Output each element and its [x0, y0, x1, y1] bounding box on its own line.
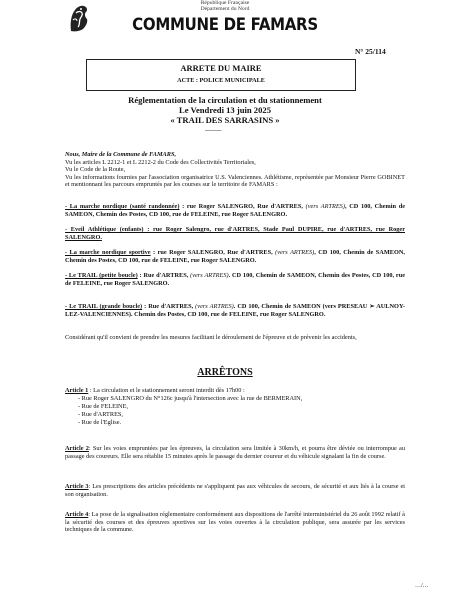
arrete-box	[86, 59, 356, 91]
preamble-maire: Nous, Maire de la Commune de FAMARS,	[65, 151, 177, 158]
departement-label: Département du Nord	[200, 6, 250, 12]
article-1-item: - Rue de FELEINE,	[78, 403, 129, 410]
article-2	[65, 445, 405, 460]
title-separator: ________	[205, 127, 221, 132]
article-2-text: : Sur les voies empruntées par les épreuves, la circulation sera limitée à 30km/h, et pourra être déviée ou interrompue au passage des coureurs. Elle sera rétablie 15 minutes après le passage du dernier coureur et du véhicule signalant la fin de course.	[65, 445, 405, 460]
course-label: - La marche nordique sportive	[65, 249, 151, 256]
course-text: . CD 100, Chemin de SAMEON, Chemin des Postes, CD 100, rue de FELEINE, rue Roger SALENGRO.	[65, 272, 406, 287]
article-1	[65, 387, 405, 395]
article-3-text: : Les prescriptions des articles précédents ne s'appliquent pas aux véhicules de secours, de sécurité et aux liés à la course et son organisation.	[65, 483, 405, 498]
article-1-item: - Rue de l'Eglise.	[78, 419, 122, 426]
course-direction: (vers ARTRES)	[275, 249, 315, 256]
course-text: : Rue d'ARTRES,	[137, 272, 191, 279]
considerant: Considérant qu'il convient de prendre les mesures facilitant le déroulement de l'épreuve et de prévenir les accidents,	[65, 334, 357, 341]
course-text: , CD 100, Chemin de SAMEON, Chemin des Postes, CD 100, rue de FELEINE, rue Roger SALENGRO.	[65, 249, 405, 264]
preamble-informations: Vu les informations fournies par l'association organisatrice U.S. Valenciennes. Athlétisme, représentée par Monsieur Pierre GOBINET et mentionnant les parcours empruntés par les courses sur le territoire de FAMARS :	[65, 173, 405, 188]
arrete-number: N° 25/114	[355, 47, 386, 56]
article-4-label: Article 4	[65, 511, 89, 518]
preamble	[65, 151, 405, 189]
course-label: - Le TRAIL	[65, 303, 98, 310]
title-line-1: Réglementation de la circulation et du stationnement	[128, 95, 322, 105]
article-4-text: : La pose de la signalisation réglementaire conformément aux dispositions de l'arrêté interministériel du 26 août 1992 relatif à la sécurité des courses et des épreuves sportives sur les voies ouvertes à la circulation publique, sera assurée par les services techniques de la commune.	[65, 511, 405, 533]
course-paren: (grande boucle)	[97, 303, 143, 310]
preamble-articles: Vu les articles L 2212-1 et L 2212-2 du Code des Collectivités Territoriales,	[65, 158, 256, 166]
arretons-heading: ARRÊTONS	[197, 367, 253, 378]
course-text: : Rue d'ARTRES,	[142, 303, 196, 310]
course-marche-nordique	[65, 203, 405, 218]
continuation-marker: …/…	[415, 583, 429, 589]
course-paren: (santé randonnée)	[127, 203, 180, 210]
preamble-code: Vu le Code de la Route,	[65, 166, 126, 173]
course-marche-sportive	[65, 249, 405, 264]
article-2-label: Article 2	[65, 445, 89, 452]
article-1-item: - Rue d'ARTRES,	[78, 411, 124, 418]
course-direction: (vers ARTRES)	[195, 303, 234, 310]
course-text: : rue Roger SALENGRO, Rue d'ARTRES,	[179, 203, 306, 210]
article-1-text: : La circulation et le stationnement seront interdit dès 17h00 :	[88, 387, 245, 394]
title-line-2: Le Vendredi 13 juin 2025	[178, 105, 271, 115]
course-paren: (enfants)	[116, 226, 144, 233]
republique-label: République Française	[200, 0, 250, 6]
course-text: : rue Roger SALENGRO, Rue d'ARTRES,	[150, 249, 276, 256]
course-label: - La marche nordique	[65, 203, 128, 210]
article-3-label: Article 3	[65, 483, 89, 490]
article-3	[65, 483, 405, 498]
article-1-label: Article 1	[65, 387, 89, 394]
course-trail-grande	[65, 303, 405, 318]
course-trail-petite	[65, 272, 405, 287]
course-paren: (petite boucle)	[97, 272, 138, 279]
commune-title: COMMUNE DE FAMARS	[132, 13, 318, 35]
title-line-3: « TRAIL DES SARRASINS »	[170, 115, 280, 125]
course-eveil-athletique	[65, 226, 405, 241]
course-text: . CD 100, Chemin de SAMEON (vers PRESEAU ➢ AULNOY-LEZ-VALENCIENNES). Chemin des Postes, CD 100, rue de FELEINE, rue Roger SALENGRO.	[65, 303, 406, 318]
arrete-box-subtitle: ACTE : POLICE MUNICIPALE	[177, 77, 265, 84]
course-label: - Eveil Athlétique	[65, 226, 117, 233]
course-label: - Le TRAIL	[65, 272, 98, 279]
article-4	[65, 511, 405, 534]
article-1-item: - Rue Roger SALENGRO du N°126c jusqu'à l'intersection avec la rue de BERMERAIN,	[78, 395, 303, 402]
course-text: , CD 100, Chemin de SAMEON, Chemin des Postes, CD 100, rue de FELEINE, rue Roger SALENGRO.	[65, 203, 406, 218]
course-direction: (vers ARTRES)	[305, 203, 345, 210]
course-text: : rue Roger Salengro, rue d'ARTRES, Stade Paul DUPIRE, rue d'ARTRES, rue Roger SALENGRO.	[65, 226, 405, 241]
course-direction: (vers ARTRES)	[190, 272, 229, 279]
arrete-box-title: ARRETE DU MAIRE	[180, 63, 262, 73]
